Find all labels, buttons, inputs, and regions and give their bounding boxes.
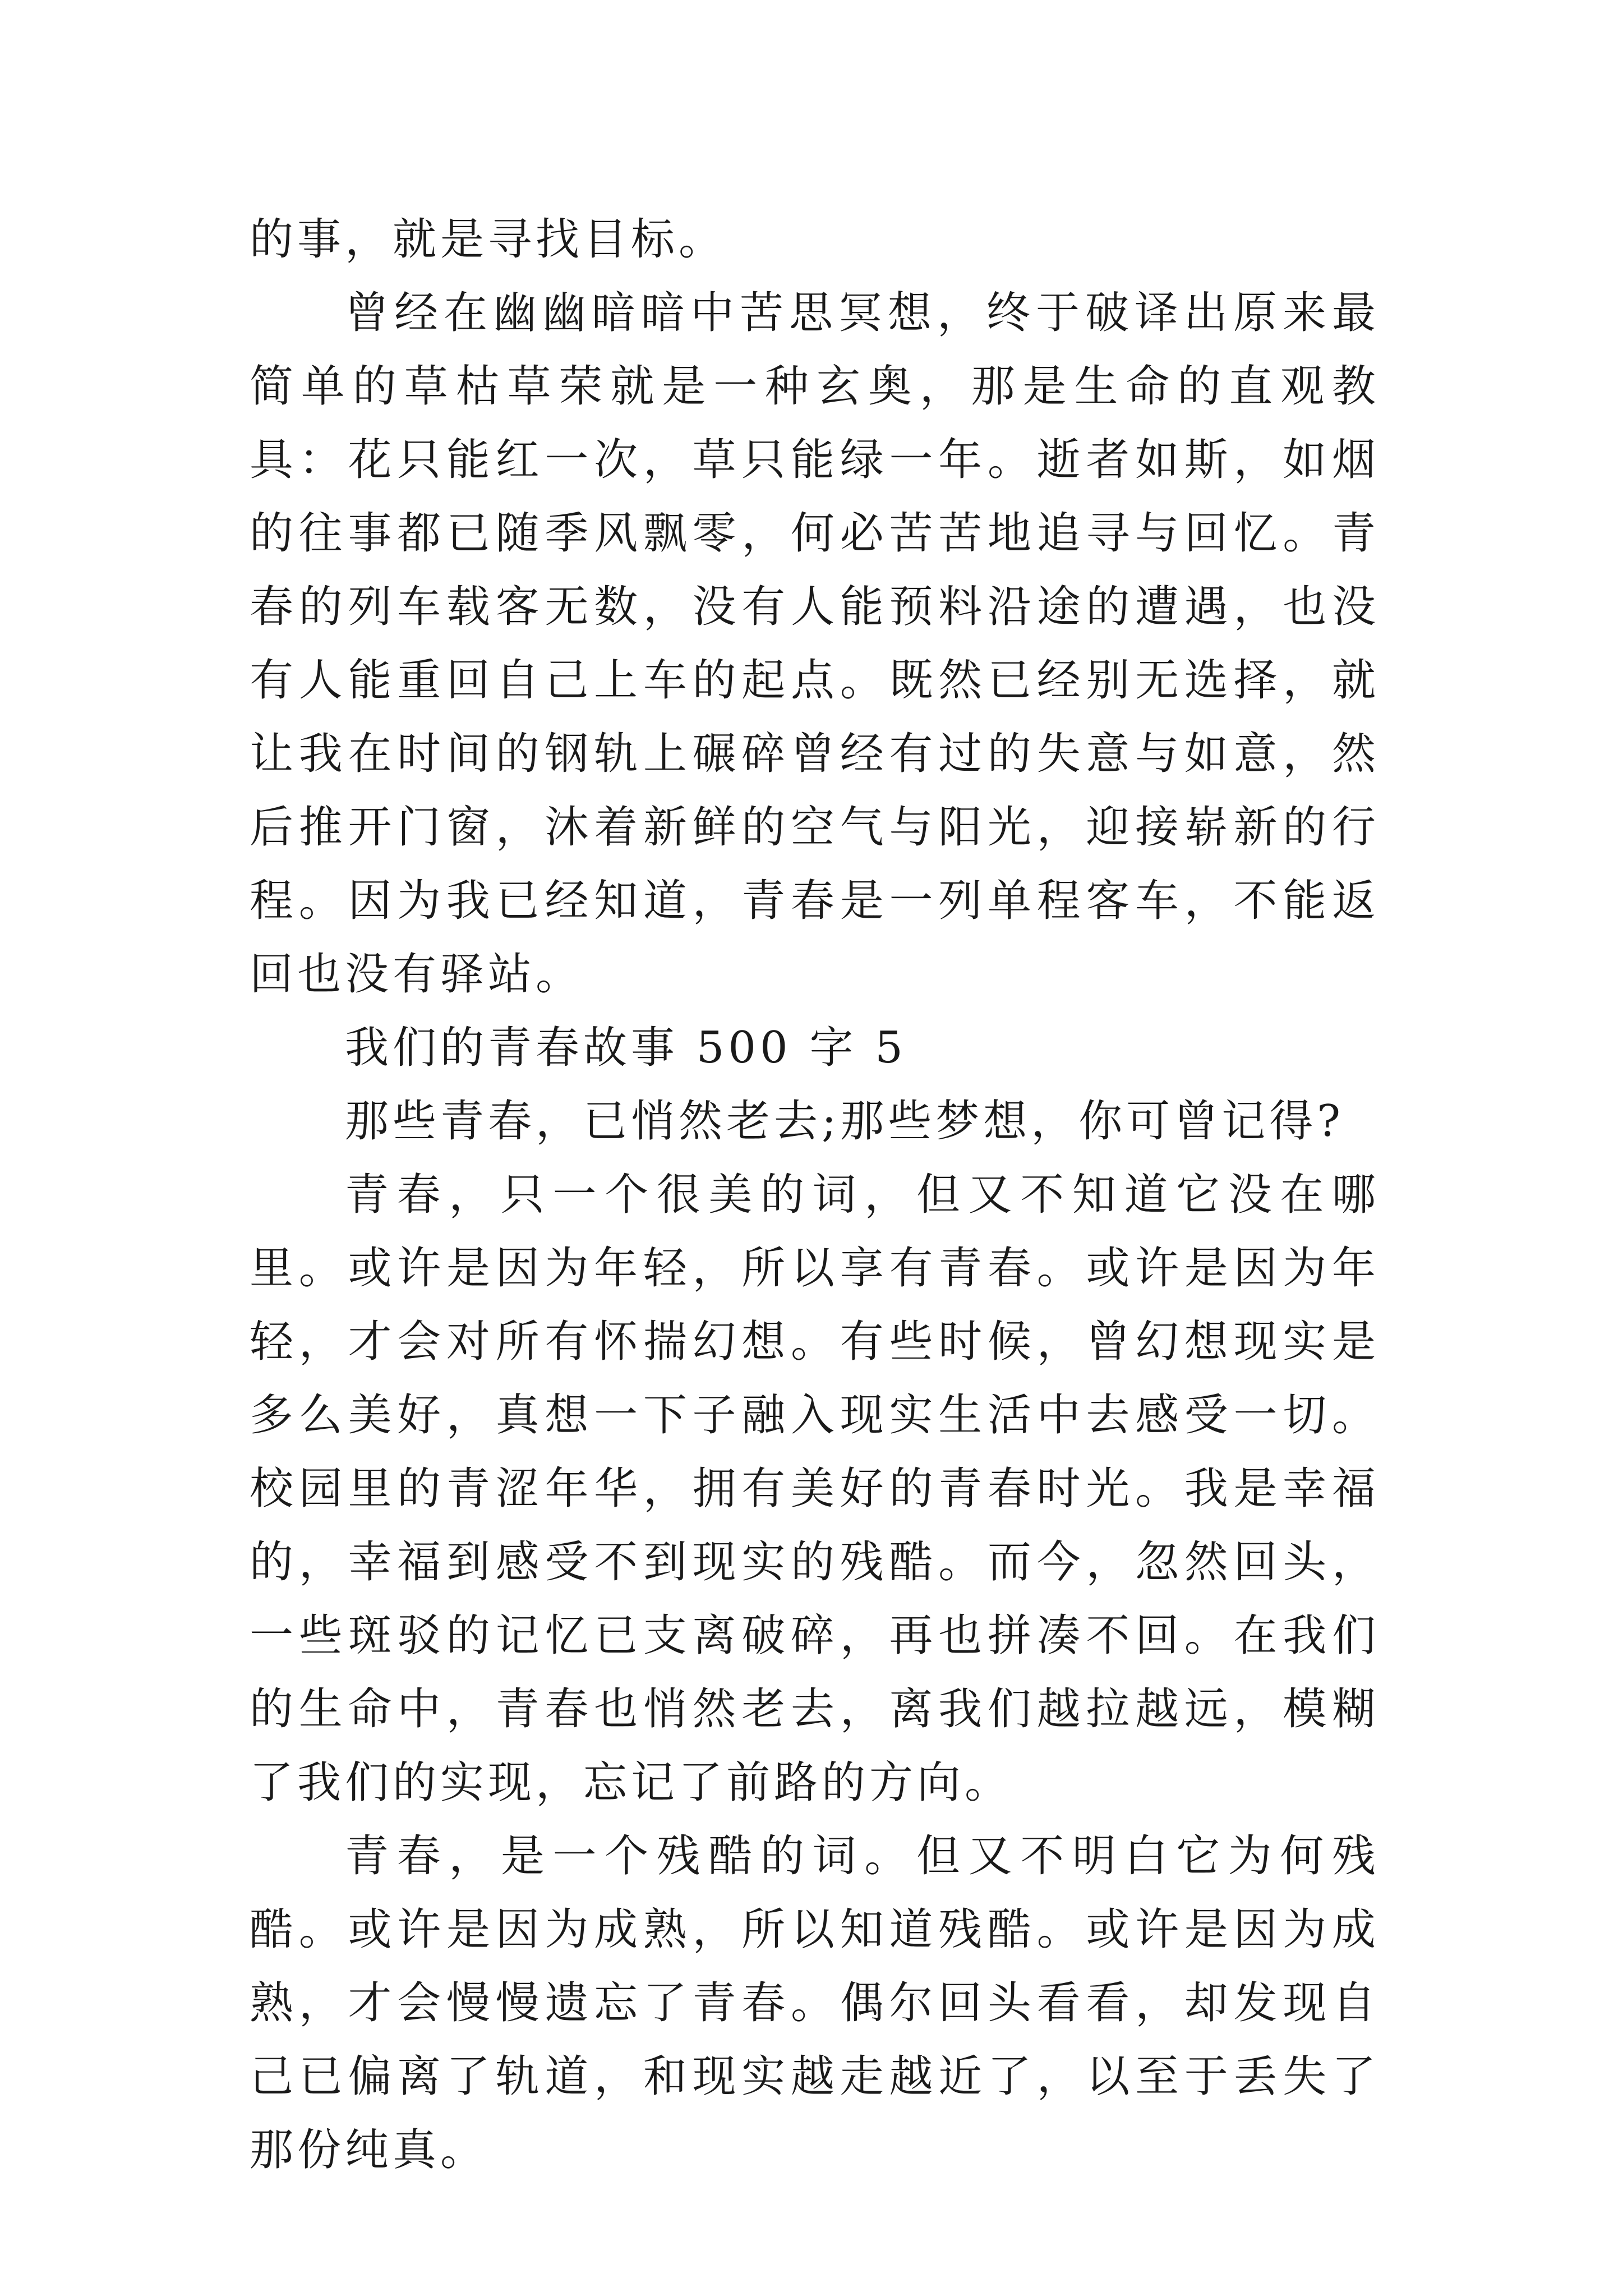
paragraph: 那些青春，已悄然老去;那些梦想，你可曾记得?	[345, 1096, 1345, 1147]
document-body	[250, 203, 1380, 2187]
section-heading: 我们的青春故事 500 字 5	[345, 1023, 907, 1073]
paragraph-continuation: 的事，就是寻找目标。	[250, 214, 727, 265]
paragraph: 曾经在幽幽暗暗中苦思冥想，终于破译出原来最简单的草枯草荣就是一种玄奥，那是生命的直观教具：花只能红一次，草只能绿一年。逝者如斯，如烟的往事都已随季风飘零，何必苦苦地追寻与回忆。青春的列车载客无数，没有人能预料沿途的遭遇，也没有人能重回自己上车的起点。既然已经别无选择，就让我在时间的钢轨上碾碎曾经有过的失意与如意，然后推开门窗，沐着新鲜的空气与阳光，迎接崭新的行程。因为我已经知道，青春是一列单程客车，不能返回也没有驿站。	[250, 288, 1380, 1000]
paragraph: 青春，只一个很美的词，但又不知道它没在哪里。或许是因为年轻，所以享有青春。或许是因为年轻，才会对所有怀揣幻想。有些时候，曾幻想现实是多么美好，真想一下子融入现实生活中去感受一切。校园里的青涩年华，拥有美好的青春时光。我是幸福的，幸福到感受不到现实的残酷。而今，忽然回头，一些斑驳的记忆已支离破碎，再也拼凑不回。在我们的生命中，青春也悄然老去，离我们越拉越远，模糊了我们的实现，忘记了前路的方向。	[250, 1170, 1380, 1808]
paragraph: 青春，是一个残酷的词。但又不明白它为何残酷。或许是因为成熟，所以知道残酷。或许是因为成熟，才会慢慢遗忘了青春。偶尔回头看看，却发现自己已偏离了轨道，和现实越走越近了，以至于丢失了那份纯真。	[250, 1831, 1380, 2175]
